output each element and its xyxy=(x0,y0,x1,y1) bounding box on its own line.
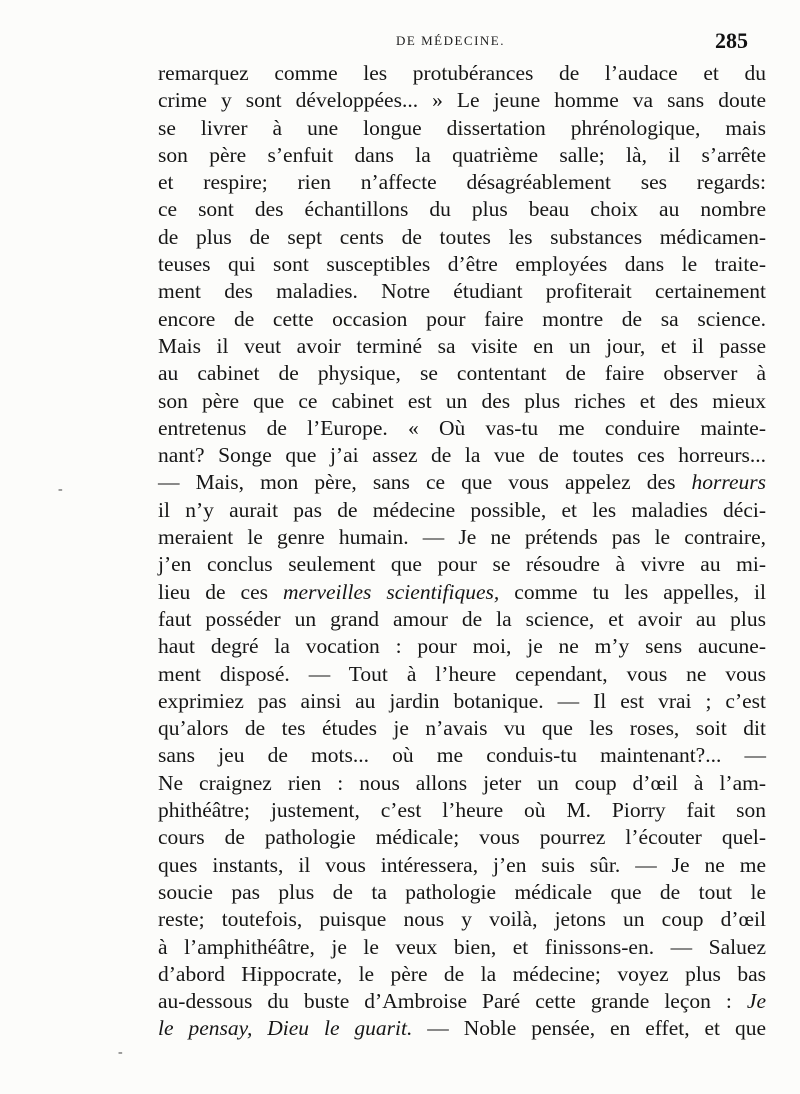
text-line: son père que ce cabinet est un des plus riches et des mieux xyxy=(158,388,766,413)
text-line xyxy=(158,988,766,1015)
text-line: qu’alors de tes études je n’avais vu que les roses, soit dit xyxy=(158,716,766,741)
text-line xyxy=(158,1015,766,1042)
text-line: faut posséder un grand amour de la science, et avoir au plus xyxy=(158,606,766,631)
text-line: entretenus de l’Europe. « Où vas-tu me conduire mainte- xyxy=(158,415,766,440)
text-line: cours de pathologie médicale; vous pourrez l’écouter quel- xyxy=(158,825,766,850)
text-line: de plus de sept cents de toutes les substances médicamen- xyxy=(158,224,766,249)
margin-mark: - xyxy=(118,1045,123,1060)
text-line: nant? Songe que j’ai assez de la vue de toutes ces horreurs... xyxy=(158,443,766,468)
margin-mark: - xyxy=(58,482,63,497)
text-line: reste; toutefois, puisque nous y voilà, jetons un coup d’œil xyxy=(158,907,766,932)
body-text xyxy=(158,60,766,1043)
text-line: ce sont des échantillons du plus beau choix au nombre xyxy=(158,197,766,222)
text-line: à l’amphithéâtre, je le veux bien, et finissons-en. — Saluez xyxy=(158,934,766,959)
text-line: il n’y aurait pas de médecine possible, et les maladies déci- xyxy=(158,497,766,522)
text-segment: au-dessous du buste d’Ambroise Paré cette grande leçon : xyxy=(158,989,747,1014)
text-line: exprimiez pas ainsi au jardin botanique. — Il est vrai ; c’est xyxy=(158,688,766,713)
text-line: se livrer à une longue dissertation phrénologique, mais xyxy=(158,115,766,140)
text-line: encore de cette occasion pour faire montre de sa science. xyxy=(158,306,766,331)
text-line: meraient le genre humain. — Je ne prétends pas le contraire, xyxy=(158,525,766,550)
text-line: remarquez comme les protubérances de l’audace et du xyxy=(158,61,766,85)
text-line xyxy=(158,469,766,496)
text-line: crime y sont développées... » Le jeune homme va sans doute xyxy=(158,88,766,113)
text-line: au cabinet de physique, se contentant de faire observer à xyxy=(158,361,766,386)
text-line xyxy=(158,579,766,606)
italic-phrase: merveilles scientifiques, xyxy=(283,579,500,604)
page-number: 285 xyxy=(715,28,748,53)
italic-phrase: le pensay, Dieu le guarit. xyxy=(158,1016,413,1041)
text-line: phithéâtre; justement, c’est l’heure où M. Piorry fait son xyxy=(158,798,766,823)
running-title: DE MÉDECINE. xyxy=(396,33,505,48)
text-line: Ne craignez rien : nous allons jeter un coup d’œil à l’am- xyxy=(158,770,766,795)
text-line: ment des maladies. Notre étudiant profiterait certainement xyxy=(158,279,766,304)
text-line: j’en conclus seulement que pour se résoudre à vivre au mi- xyxy=(158,552,766,577)
text-segment: lieu de ces xyxy=(158,579,284,604)
text-line: haut degré la vocation : pour moi, je ne m’y sens aucune- xyxy=(158,634,766,659)
text-segment: — Noble pensée, en effet, et que xyxy=(412,1016,766,1041)
text-segment: comme tu les appelles, il xyxy=(499,579,766,604)
italic-phrase: Je xyxy=(746,989,766,1014)
text-line: sans jeu de mots... où me conduis-tu maintenant?... — xyxy=(158,743,766,768)
text-segment: — Mais, mon père, sans ce que vous appelez des xyxy=(158,470,692,495)
text-line: son père s’enfuit dans la quatrième salle; là, il s’arrête xyxy=(158,142,766,167)
text-line: ment disposé. — Tout à l’heure cependant, vous ne vous xyxy=(158,661,766,686)
text-line: d’abord Hippocrate, le père de la médecine; voyez plus bas xyxy=(158,961,766,986)
text-line: soucie pas plus de ta pathologie médicale que de tout le xyxy=(158,879,766,904)
text-line: Mais il veut avoir terminé sa visite en un jour, et il passe xyxy=(158,333,766,358)
italic-phrase: horreurs xyxy=(691,470,766,495)
text-line: ques instants, il vous intéressera, j’en suis sûr. — Je ne me xyxy=(158,852,766,877)
text-line: et respire; rien n’affecte désagréablement ses regards: xyxy=(158,170,766,195)
text-line: teuses qui sont susceptibles d’être employées dans le traite- xyxy=(158,252,766,277)
